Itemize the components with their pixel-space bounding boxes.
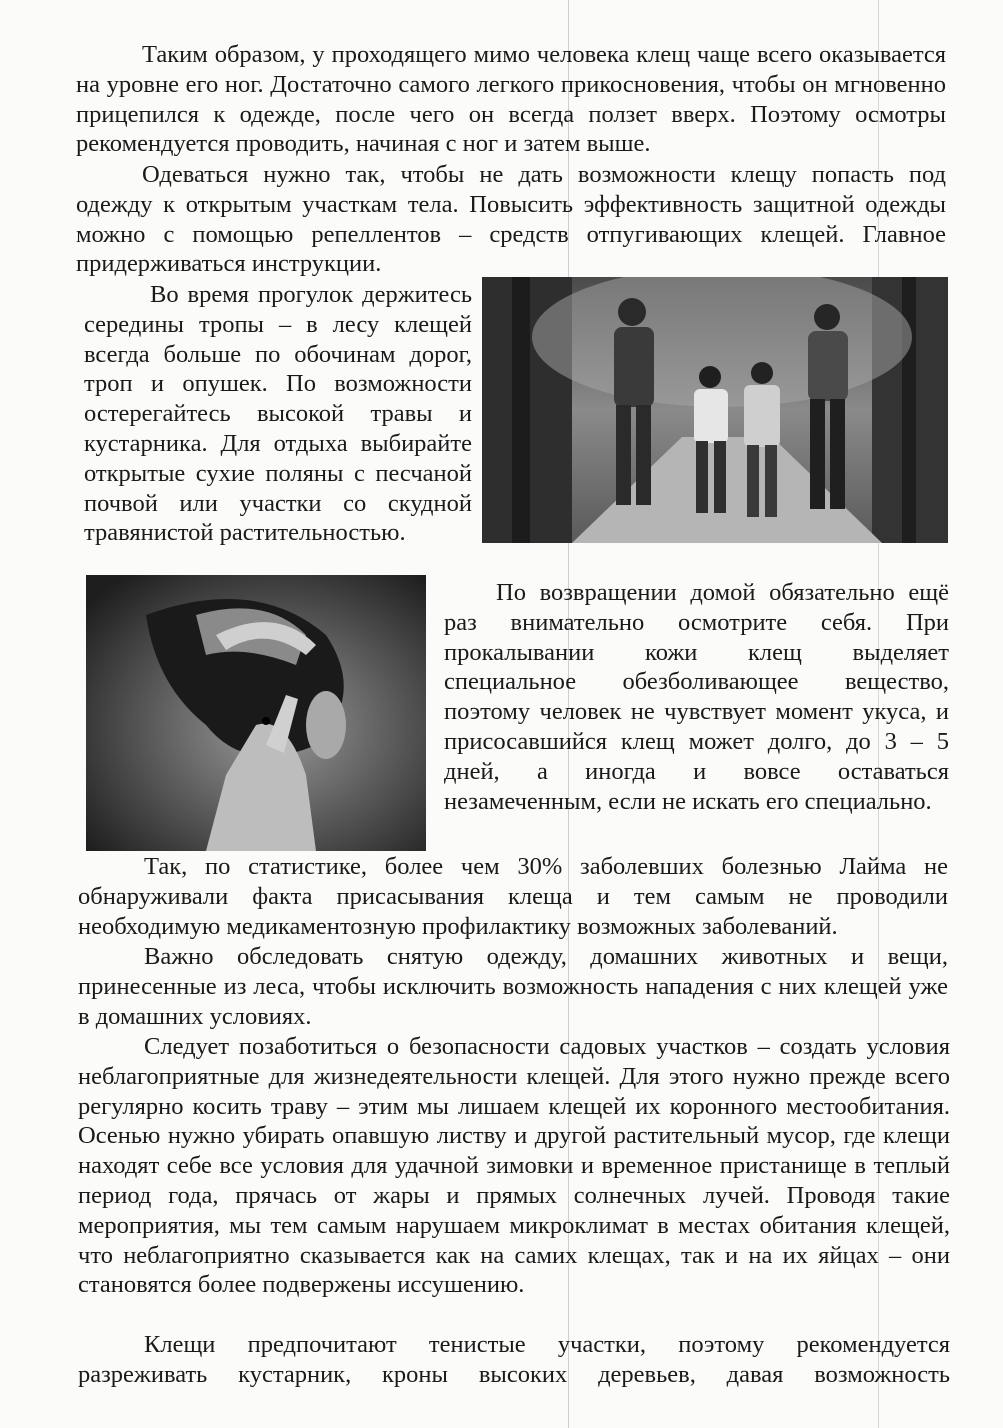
paragraph-clothing: Одеваться нужно так, чтобы не дать возможности клещу попасть под одежду к открытым участкам тела. Повысить эффективность защитной одежды можно с помощью репеллентов – средств отпугивающих клещей. Главное придерживаться инструкции.: [76, 161, 946, 278]
paragraph-clothing-check: Важно обследовать снятую одежду, домашних животных и вещи, принесенные из леса, чтобы исключить возможность нападения с них клещей уже в домашних условиях.: [78, 943, 948, 1030]
paragraph-garden: Следует позаботиться о безопасности садовых участков – создать условия неблагоприятные для жизнедеятельности клещей. Для этого нужно прежде всего регулярно косить траву – этим мы лишаем клещей их коронного местообитания. Осенью нужно убирать опавшую листву и другой растительный мусор, где клещи находят себе все условия для удачной зимовки и временное пристанище в теплый период года, прячась от жары и прямых солнечных лучей. Проводя такие мероприятия, мы тем самым нарушаем микроклимат в местах обитания клещей, что неблагоприятно сказывается как на самих клещах, так и на их яйцах – они становятся более подвержены иссушению.: [78, 1033, 950, 1299]
paragraph-shade: Клещи предпочитают тенистые участки, поэтому рекомендуется разреживать кустарник, кроны высоких деревьев, давая возможность: [78, 1331, 950, 1388]
paragraph-statistics: Так, по статистике, более чем 30% заболевших болезнью Лайма не обнаруживали факта присасывания клеща и тем самым не проводили необходимую медикаментозную профилактику возможных заболеваний.: [78, 853, 948, 940]
family-walk-photo: [482, 277, 948, 543]
paragraph-self-check: По возвращении домой обязательно ещё раз внимательно осмотрите себя. При прокалывании кожи клещ выделяет специальное обезболивающее вещество, поэтому человек не чувствует момент укуса, и присосавшийся клещ может долго, до 3 – 5 дней, а иногда и вовсе оставаться незамеченным, если не искать его специально.: [444, 579, 949, 815]
paragraph-walks: Во время прогулок держитесь середины тропы – в лесу клещей всегда больше по обочинам дорог, троп и опушек. По возможности остерегайтесь высокой травы и кустарника. Для отдыха выбирайте открытые сухие поляны с песчаной почвой или участки со скудной травянистой растительностью.: [84, 281, 472, 547]
tick-inspection-photo: [86, 575, 426, 851]
paragraph-tick-height: Таким образом, у проходящего мимо человека клещ чаще всего оказывается на уровне его ног. Достаточно самого легкого прикосновения, чтобы он мгновенно прицепился к одежде, после чего он всегда ползет вверх. Поэтому осмотры рекомендуется проводить, начиная с ног и затем выше.: [76, 41, 946, 158]
